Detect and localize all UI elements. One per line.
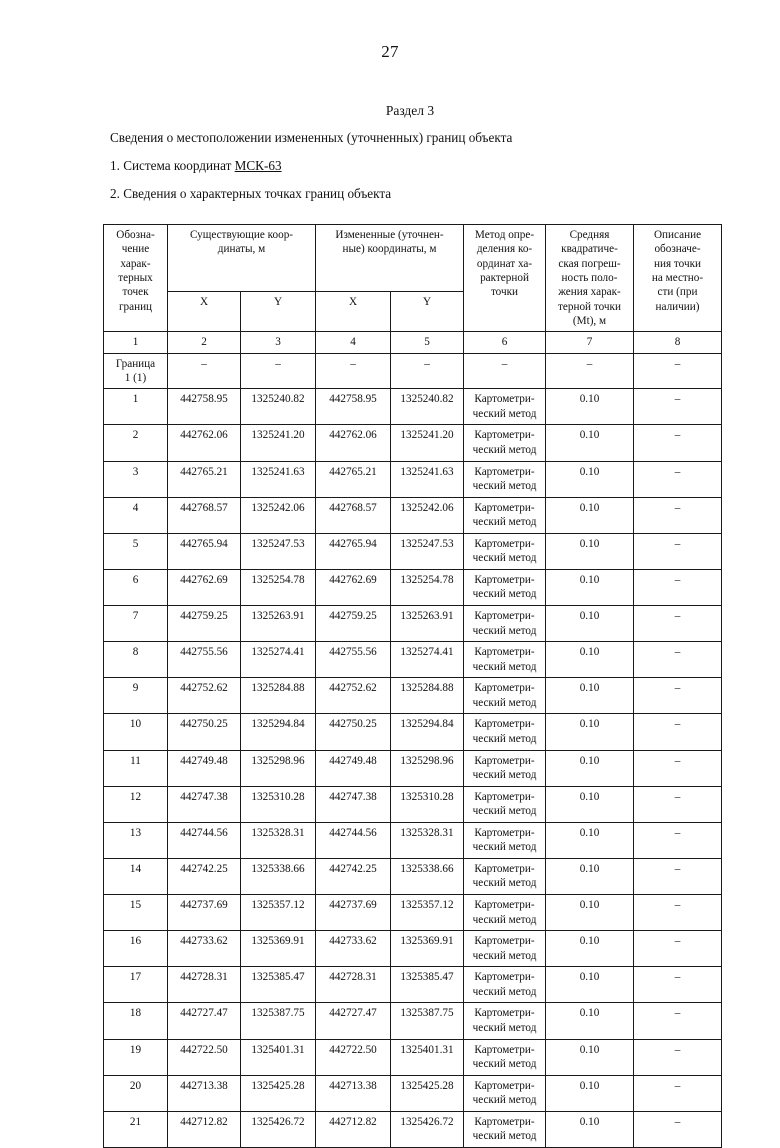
coordinates-table-wrapper <box>103 224 721 1148</box>
cell-determination-method: Картометри- ческий метод <box>464 822 546 858</box>
table-row <box>104 931 722 967</box>
boundary-group-row <box>104 353 722 389</box>
header-existing-coordinates: Существующие коор- динаты, м <box>168 225 316 292</box>
cell-existing-x: 442728.31 <box>168 967 241 1003</box>
cell-existing-y: 1325425.28 <box>241 1075 316 1111</box>
cell-existing-x: 442758.95 <box>168 389 241 425</box>
cell-existing-y: 1325310.28 <box>241 786 316 822</box>
table-row <box>104 569 722 605</box>
cell-point-description: – <box>634 786 722 822</box>
cell-existing-y: 1325294.84 <box>241 714 316 750</box>
cell-changed-y: 1325385.47 <box>391 967 464 1003</box>
header-changed-y: Y <box>391 292 464 332</box>
coordinate-system-label: 1. Система координат <box>110 158 235 173</box>
cell-existing-x: 442759.25 <box>168 606 241 642</box>
cell-existing-y: 1325369.91 <box>241 931 316 967</box>
cell-changed-x: 442712.82 <box>316 1111 391 1147</box>
cell-point-description: – <box>634 1075 722 1111</box>
cell-changed-y: 1325240.82 <box>391 389 464 425</box>
cell-point-description: – <box>634 389 722 425</box>
cell-point-description: – <box>634 750 722 786</box>
cell-changed-x: 442758.95 <box>316 389 391 425</box>
header-existing-y: Y <box>241 292 316 332</box>
cell-determination-method: Картометри- ческий метод <box>464 895 546 931</box>
cell-point-number: 15 <box>104 895 168 931</box>
cell-point-description: – <box>634 497 722 533</box>
cell-point-description: – <box>634 606 722 642</box>
cell-determination-method: Картометри- ческий метод <box>464 389 546 425</box>
cell-point-number: 4 <box>104 497 168 533</box>
cell-existing-x: 442750.25 <box>168 714 241 750</box>
intro-line-description: Сведения о местоположении измененных (уточненных) границ объекта <box>110 130 513 145</box>
cell-existing-x: 442737.69 <box>168 895 241 931</box>
cell-point-number: 18 <box>104 1003 168 1039</box>
cell-changed-y: 1325369.91 <box>391 931 464 967</box>
boundary-dash-6: – <box>464 353 546 389</box>
cell-changed-y: 1325328.31 <box>391 822 464 858</box>
cell-changed-x: 442747.38 <box>316 786 391 822</box>
column-number-2: 2 <box>168 332 241 353</box>
column-number-8: 8 <box>634 332 722 353</box>
cell-existing-x: 442727.47 <box>168 1003 241 1039</box>
cell-point-number: 3 <box>104 461 168 497</box>
cell-existing-y: 1325298.96 <box>241 750 316 786</box>
boundary-dash-8: – <box>634 353 722 389</box>
cell-point-number: 9 <box>104 678 168 714</box>
table-row <box>104 1075 722 1111</box>
cell-existing-y: 1325284.88 <box>241 678 316 714</box>
intro-line-coordinate-system <box>110 158 282 174</box>
cell-changed-y: 1325284.88 <box>391 678 464 714</box>
cell-changed-x: 442733.62 <box>316 931 391 967</box>
cell-point-description: – <box>634 678 722 714</box>
cell-existing-x: 442744.56 <box>168 822 241 858</box>
cell-changed-x: 442768.57 <box>316 497 391 533</box>
cell-existing-x: 442765.21 <box>168 461 241 497</box>
cell-changed-y: 1325387.75 <box>391 1003 464 1039</box>
header-changed-coordinates: Измененные (уточнен- ные) координаты, м <box>316 225 464 292</box>
cell-changed-x: 442728.31 <box>316 967 391 1003</box>
cell-existing-y: 1325240.82 <box>241 389 316 425</box>
cell-changed-y: 1325263.91 <box>391 606 464 642</box>
cell-mean-square-error: 0.10 <box>546 822 634 858</box>
cell-changed-y: 1325401.31 <box>391 1039 464 1075</box>
column-number-6: 6 <box>464 332 546 353</box>
cell-existing-x: 442762.69 <box>168 569 241 605</box>
cell-point-description: – <box>634 714 722 750</box>
table-row <box>104 786 722 822</box>
cell-point-description: – <box>634 895 722 931</box>
cell-changed-x: 442713.38 <box>316 1075 391 1111</box>
cell-changed-y: 1325357.12 <box>391 895 464 931</box>
table-row <box>104 461 722 497</box>
cell-point-description: – <box>634 931 722 967</box>
table-row <box>104 425 722 461</box>
table-body <box>104 332 722 1148</box>
cell-existing-x: 442747.38 <box>168 786 241 822</box>
cell-existing-x: 442742.25 <box>168 858 241 894</box>
cell-point-number: 2 <box>104 425 168 461</box>
table-row <box>104 858 722 894</box>
table-row <box>104 714 722 750</box>
header-existing-x: X <box>168 292 241 332</box>
cell-existing-y: 1325401.31 <box>241 1039 316 1075</box>
boundary-dash-2: – <box>168 353 241 389</box>
column-number-7: 7 <box>546 332 634 353</box>
cell-point-number: 5 <box>104 533 168 569</box>
table-row <box>104 606 722 642</box>
cell-mean-square-error: 0.10 <box>546 497 634 533</box>
cell-existing-y: 1325426.72 <box>241 1111 316 1147</box>
cell-determination-method: Картометри- ческий метод <box>464 1075 546 1111</box>
cell-existing-y: 1325247.53 <box>241 533 316 569</box>
cell-existing-x: 442765.94 <box>168 533 241 569</box>
cell-existing-x: 442713.38 <box>168 1075 241 1111</box>
cell-mean-square-error: 0.10 <box>546 533 634 569</box>
cell-determination-method: Картометри- ческий метод <box>464 606 546 642</box>
cell-point-description: – <box>634 533 722 569</box>
cell-existing-y: 1325263.91 <box>241 606 316 642</box>
cell-changed-x: 442762.06 <box>316 425 391 461</box>
cell-point-number: 14 <box>104 858 168 894</box>
cell-existing-x: 442733.62 <box>168 931 241 967</box>
cell-changed-x: 442737.69 <box>316 895 391 931</box>
header-point-description: Описание обозначе- ния точки на местно- сти (при наличии) <box>634 225 722 332</box>
table-header-row-main <box>104 225 722 292</box>
table-row <box>104 642 722 678</box>
table-row <box>104 497 722 533</box>
cell-mean-square-error: 0.10 <box>546 1111 634 1147</box>
cell-point-description: – <box>634 569 722 605</box>
cell-determination-method: Картометри- ческий метод <box>464 967 546 1003</box>
cell-determination-method: Картометри- ческий метод <box>464 786 546 822</box>
coordinates-table <box>103 224 722 1148</box>
cell-determination-method: Картометри- ческий метод <box>464 497 546 533</box>
header-mean-square-error: Средняя квадратиче- ская погреш- ность поло- жения харак- терной точки (Мt), м <box>546 225 634 332</box>
cell-mean-square-error: 0.10 <box>546 678 634 714</box>
cell-changed-y: 1325241.20 <box>391 425 464 461</box>
cell-existing-x: 442722.50 <box>168 1039 241 1075</box>
cell-mean-square-error: 0.10 <box>546 786 634 822</box>
header-determination-method: Метод опре- деления ко- ординат ха- рактерной точки <box>464 225 546 332</box>
cell-changed-x: 442742.25 <box>316 858 391 894</box>
table-row <box>104 895 722 931</box>
cell-changed-x: 442759.25 <box>316 606 391 642</box>
section-title <box>0 103 780 119</box>
cell-determination-method: Картометри- ческий метод <box>464 569 546 605</box>
cell-existing-x: 442768.57 <box>168 497 241 533</box>
cell-mean-square-error: 0.10 <box>546 858 634 894</box>
cell-point-number: 6 <box>104 569 168 605</box>
cell-point-number: 7 <box>104 606 168 642</box>
cell-existing-y: 1325274.41 <box>241 642 316 678</box>
table-row <box>104 750 722 786</box>
cell-changed-x: 442727.47 <box>316 1003 391 1039</box>
table-row <box>104 1111 722 1147</box>
cell-changed-y: 1325310.28 <box>391 786 464 822</box>
cell-determination-method: Картометри- ческий метод <box>464 461 546 497</box>
coordinate-system-value: МСК-63 <box>234 158 282 173</box>
cell-mean-square-error: 0.10 <box>546 425 634 461</box>
cell-point-number: 8 <box>104 642 168 678</box>
cell-existing-y: 1325387.75 <box>241 1003 316 1039</box>
cell-point-description: – <box>634 822 722 858</box>
cell-changed-x: 442765.94 <box>316 533 391 569</box>
cell-changed-x: 442762.69 <box>316 569 391 605</box>
cell-changed-y: 1325425.28 <box>391 1075 464 1111</box>
cell-changed-x: 442755.56 <box>316 642 391 678</box>
cell-existing-y: 1325357.12 <box>241 895 316 931</box>
cell-point-description: – <box>634 1003 722 1039</box>
cell-point-number: 10 <box>104 714 168 750</box>
cell-point-description: – <box>634 425 722 461</box>
cell-mean-square-error: 0.10 <box>546 967 634 1003</box>
cell-point-number: 12 <box>104 786 168 822</box>
cell-point-number: 16 <box>104 931 168 967</box>
cell-determination-method: Картометри- ческий метод <box>464 533 546 569</box>
cell-determination-method: Картометри- ческий метод <box>464 425 546 461</box>
column-number-4: 4 <box>316 332 391 353</box>
boundary-dash-5: – <box>391 353 464 389</box>
cell-changed-x: 442744.56 <box>316 822 391 858</box>
cell-changed-x: 442765.21 <box>316 461 391 497</box>
cell-point-number: 11 <box>104 750 168 786</box>
cell-existing-x: 442752.62 <box>168 678 241 714</box>
cell-changed-x: 442750.25 <box>316 714 391 750</box>
cell-determination-method: Картометри- ческий метод <box>464 1111 546 1147</box>
cell-mean-square-error: 0.10 <box>546 1039 634 1075</box>
cell-changed-y: 1325338.66 <box>391 858 464 894</box>
cell-point-description: – <box>634 1111 722 1147</box>
intro-line-points-info: 2. Сведения о характерных точках границ объекта <box>110 186 392 201</box>
cell-point-description: – <box>634 461 722 497</box>
boundary-dash-3: – <box>241 353 316 389</box>
cell-point-number: 19 <box>104 1039 168 1075</box>
header-point-designation: Обозна- чение харак- терных точек границ <box>104 225 168 332</box>
cell-changed-y: 1325294.84 <box>391 714 464 750</box>
cell-point-number: 21 <box>104 1111 168 1147</box>
cell-determination-method: Картометри- ческий метод <box>464 1003 546 1039</box>
cell-mean-square-error: 0.10 <box>546 750 634 786</box>
cell-changed-x: 442752.62 <box>316 678 391 714</box>
boundary-label: Граница 1 (1) <box>104 353 168 389</box>
cell-point-number: 13 <box>104 822 168 858</box>
cell-point-description: – <box>634 642 722 678</box>
column-number-row <box>104 332 722 353</box>
cell-changed-x: 442722.50 <box>316 1039 391 1075</box>
cell-mean-square-error: 0.10 <box>546 461 634 497</box>
table-row <box>104 1039 722 1075</box>
cell-mean-square-error: 0.10 <box>546 642 634 678</box>
page-number: 27 <box>381 42 399 61</box>
cell-existing-y: 1325338.66 <box>241 858 316 894</box>
cell-point-description: – <box>634 858 722 894</box>
cell-point-number: 20 <box>104 1075 168 1111</box>
column-number-5: 5 <box>391 332 464 353</box>
cell-mean-square-error: 0.10 <box>546 1003 634 1039</box>
table-row <box>104 1003 722 1039</box>
cell-determination-method: Картометри- ческий метод <box>464 750 546 786</box>
cell-mean-square-error: 0.10 <box>546 895 634 931</box>
cell-mean-square-error: 0.10 <box>546 389 634 425</box>
section-title-text: Раздел 3 <box>385 103 435 118</box>
table-row <box>104 389 722 425</box>
cell-changed-y: 1325242.06 <box>391 497 464 533</box>
cell-existing-y: 1325242.06 <box>241 497 316 533</box>
boundary-dash-4: – <box>316 353 391 389</box>
table-row <box>104 967 722 1003</box>
cell-changed-y: 1325247.53 <box>391 533 464 569</box>
cell-determination-method: Картометри- ческий метод <box>464 678 546 714</box>
cell-changed-y: 1325274.41 <box>391 642 464 678</box>
table-row <box>104 533 722 569</box>
column-number-1: 1 <box>104 332 168 353</box>
cell-point-number: 17 <box>104 967 168 1003</box>
cell-existing-y: 1325328.31 <box>241 822 316 858</box>
cell-determination-method: Картометри- ческий метод <box>464 1039 546 1075</box>
cell-existing-y: 1325241.63 <box>241 461 316 497</box>
cell-determination-method: Картометри- ческий метод <box>464 931 546 967</box>
cell-existing-x: 442712.82 <box>168 1111 241 1147</box>
cell-mean-square-error: 0.10 <box>546 931 634 967</box>
cell-changed-y: 1325254.78 <box>391 569 464 605</box>
cell-mean-square-error: 0.10 <box>546 1075 634 1111</box>
cell-existing-x: 442762.06 <box>168 425 241 461</box>
cell-point-description: – <box>634 967 722 1003</box>
cell-determination-method: Картометри- ческий метод <box>464 714 546 750</box>
cell-changed-y: 1325241.63 <box>391 461 464 497</box>
cell-mean-square-error: 0.10 <box>546 714 634 750</box>
header-changed-x: X <box>316 292 391 332</box>
table-row <box>104 678 722 714</box>
cell-existing-y: 1325385.47 <box>241 967 316 1003</box>
cell-point-number: 1 <box>104 389 168 425</box>
boundary-dash-7: – <box>546 353 634 389</box>
table-header <box>104 225 722 332</box>
cell-mean-square-error: 0.10 <box>546 606 634 642</box>
cell-existing-x: 442755.56 <box>168 642 241 678</box>
cell-existing-y: 1325241.20 <box>241 425 316 461</box>
cell-changed-x: 442749.48 <box>316 750 391 786</box>
cell-existing-y: 1325254.78 <box>241 569 316 605</box>
table-row <box>104 822 722 858</box>
cell-point-description: – <box>634 1039 722 1075</box>
cell-existing-x: 442749.48 <box>168 750 241 786</box>
cell-mean-square-error: 0.10 <box>546 569 634 605</box>
cell-determination-method: Картометри- ческий метод <box>464 642 546 678</box>
cell-determination-method: Картометри- ческий метод <box>464 858 546 894</box>
cell-changed-y: 1325426.72 <box>391 1111 464 1147</box>
column-number-3: 3 <box>241 332 316 353</box>
cell-changed-y: 1325298.96 <box>391 750 464 786</box>
